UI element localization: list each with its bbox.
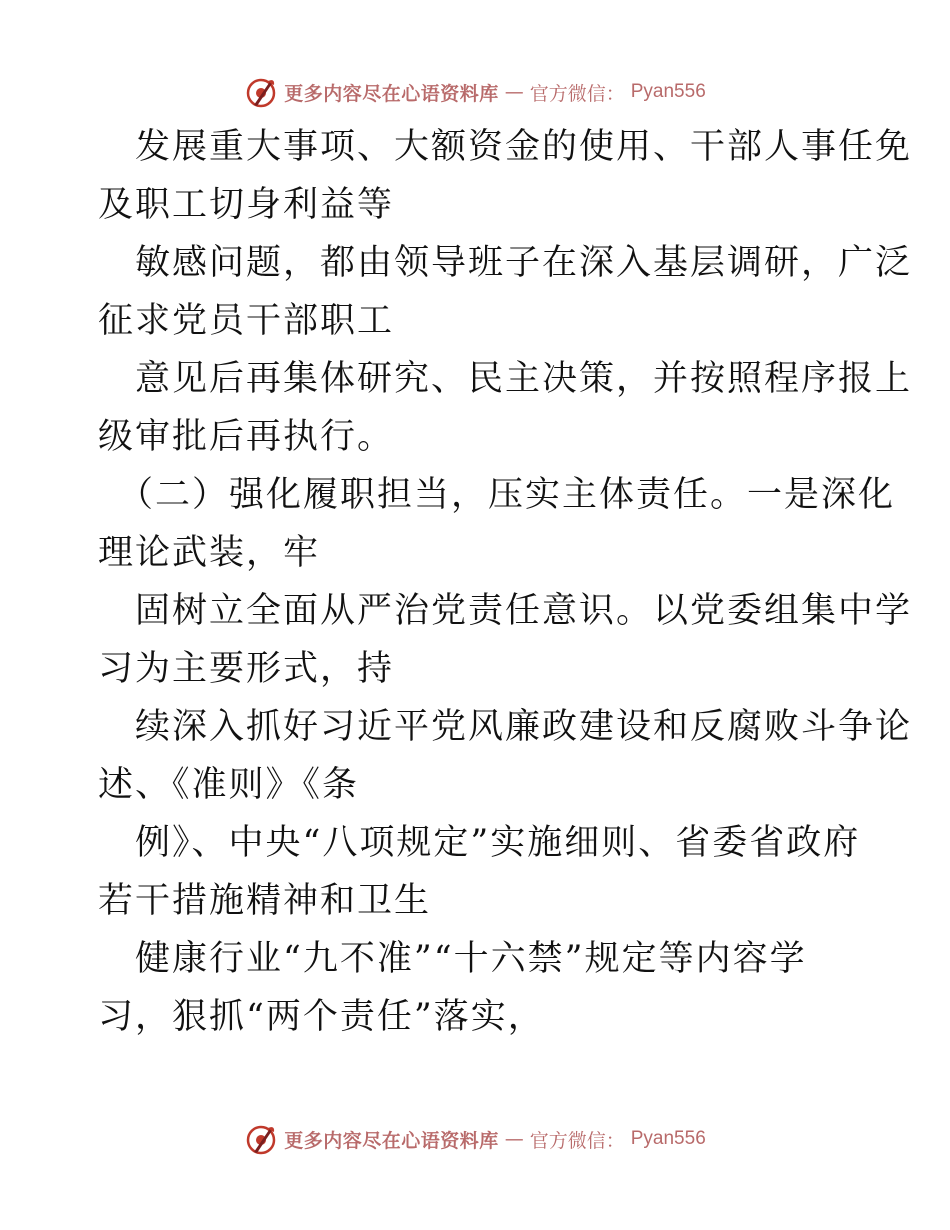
body-line: 习为主要形式，持 <box>98 649 395 689</box>
footer-wechat-label: 官方微信： <box>529 1129 625 1152</box>
body-line: 级审批后再执行。 <box>98 417 395 457</box>
body-line: 健康行业“九不准”“十六禁”规定等内容学 <box>135 939 807 979</box>
quill-logo-icon <box>244 75 278 109</box>
section-heading-line: （二）强化履职担当，压实主体责任。一是深化 <box>118 475 896 515</box>
body-line: 及职工切身利益等 <box>98 185 395 225</box>
body-line: 若干措施精神和卫生 <box>98 881 432 921</box>
footer-watermark <box>0 1117 950 1161</box>
body-line: 理论武装，牢 <box>98 533 321 573</box>
footer-site-text: 更多内容尽在心语资料库 <box>284 1129 499 1152</box>
body-line: 例》、中央“八项规定”实施细则、省委省政府 <box>135 823 861 863</box>
header-watermark <box>0 70 950 114</box>
header-wechat-id: Pyan556 <box>630 81 706 102</box>
header-wechat-label: 官方微信： <box>529 82 625 105</box>
quill-logo-icon <box>244 1122 278 1156</box>
footer-wechat-id: Pyan556 <box>630 1128 706 1149</box>
body-line: 征求党员干部职工 <box>98 301 395 341</box>
header-separator: — <box>504 81 524 103</box>
header-site-text: 更多内容尽在心语资料库 <box>284 82 499 105</box>
body-line: 发展重大事项、大额资金的使用、干部人事任免 <box>135 127 913 167</box>
body-line: 意见后再集体研究、民主决策，并按照程序报上 <box>135 359 913 399</box>
body-line: 固树立全面从严治党责任意识。以党委组集中学 <box>135 591 913 631</box>
body-line: 述、《准则》《条 <box>98 765 360 805</box>
body-line: 敏感问题，都由领导班子在深入基层调研，广泛 <box>135 243 913 283</box>
body-line: 习，狠抓“两个责任”落实， <box>98 997 545 1037</box>
body-line: 续深入抓好习近平党风廉政建设和反腐败斗争论 <box>135 707 913 747</box>
footer-separator: — <box>504 1128 524 1150</box>
